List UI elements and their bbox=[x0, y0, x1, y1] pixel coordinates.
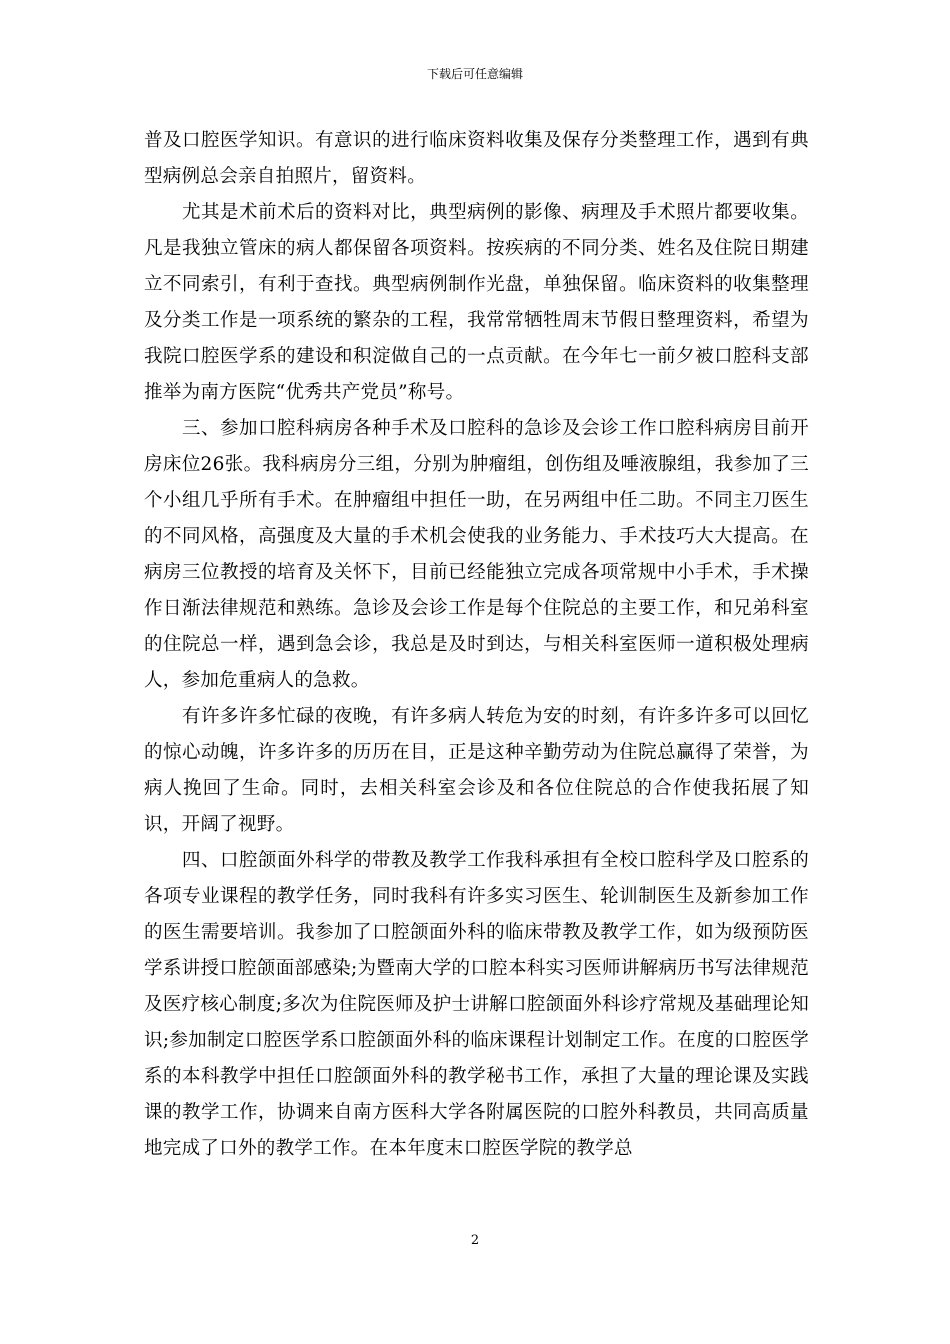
page-header: 下载后可任意编辑 bbox=[426, 67, 523, 81]
paragraph-2: 尤其是术前术后的资料对比，典型病例的影像、病理及手术照片都要收集。凡是我独立管床的病人都保留各项资料。按疾病的不同分类、姓名及住院日期建立不同索引，有利于查找。典型病例制作光盘，单独保留。临床资料的收集整理及分类工作是一项系统的繁杂的工程，我常常牺牲周末节假日整理资料，希望为我院口腔医学系的建设和积淀做自己的一点贡献。在今年七一前夕被口腔科支部推举为南方医院“优秀共产党员”称号。 bbox=[144, 202, 809, 403]
paragraph-4: 有许多许多忙碌的夜晚，有许多病人转危为安的时刻，有许多许多可以回忆的惊心动魄，许多许多的历历在目，正是这种辛勤劳动为住院总赢得了荣誉，为病人挽回了生命。同时，去相关科室会诊及和各位住院总的合作使我拓展了知识，开阔了视野。 bbox=[144, 706, 809, 835]
paragraph-5: 四、口腔颌面外科学的带教及教学工作我科承担有全校口腔科学及口腔系的各项专业课程的教学任务，同时我科有许多实习医生、轮训制医生及新参加工作的医生需要培训。我参加了口腔颌面外科的临床带教及教学工作，如为级预防医学系讲授口腔颌面部感染;为暨南大学的口腔本科实习医师讲解病历书写法律规范及医疗核心制度;多次为住院医师及护士讲解口腔颌面外科诊疗常规及基础理论知识;参加制定口腔医学系口腔颌面外科的临床课程计划制定工作。在度的口腔医学系的本科教学中担任口腔颌面外科的教学秘书工作，承担了大量的理论课及实践课的教学工作，协调来自南方医科大学各附属医院的口腔外科教员，共同高质量地完成了口外的教学工作。在本年度末口腔医学院的教学总 bbox=[144, 850, 809, 1159]
page-number: 2 bbox=[470, 1233, 480, 1248]
paragraph-1: 普及口腔医学知识。有意识的进行临床资料收集及保存分类整理工作，遇到有典型病例总会亲自拍照片，留资料。 bbox=[144, 130, 809, 187]
paragraph-3: 三、参加口腔科病房各种手术及口腔科的急诊及会诊工作口腔科病房目前开房床位26张。我科病房分三组，分别为肿瘤组，创伤组及唾液腺组，我参加了三个小组几乎所有手术。在肿瘤组中担任一助，在另两组中任二助。不同主刀医生的不同风格，高强度及大量的手术机会使我的业务能力、手术技巧大大提高。在病房三位教授的培育及关怀下，目前已经能独立完成各项常规中小手术，手术操作日渐法律规范和熟练。急诊及会诊工作是每个住院总的主要工作，和兄弟科室的住院总一样，遇到急会诊，我总是及时到达，与相关科室医师一道积极处理病人，参加危重病人的急救。 bbox=[144, 418, 809, 691]
document-body bbox=[144, 123, 809, 1167]
